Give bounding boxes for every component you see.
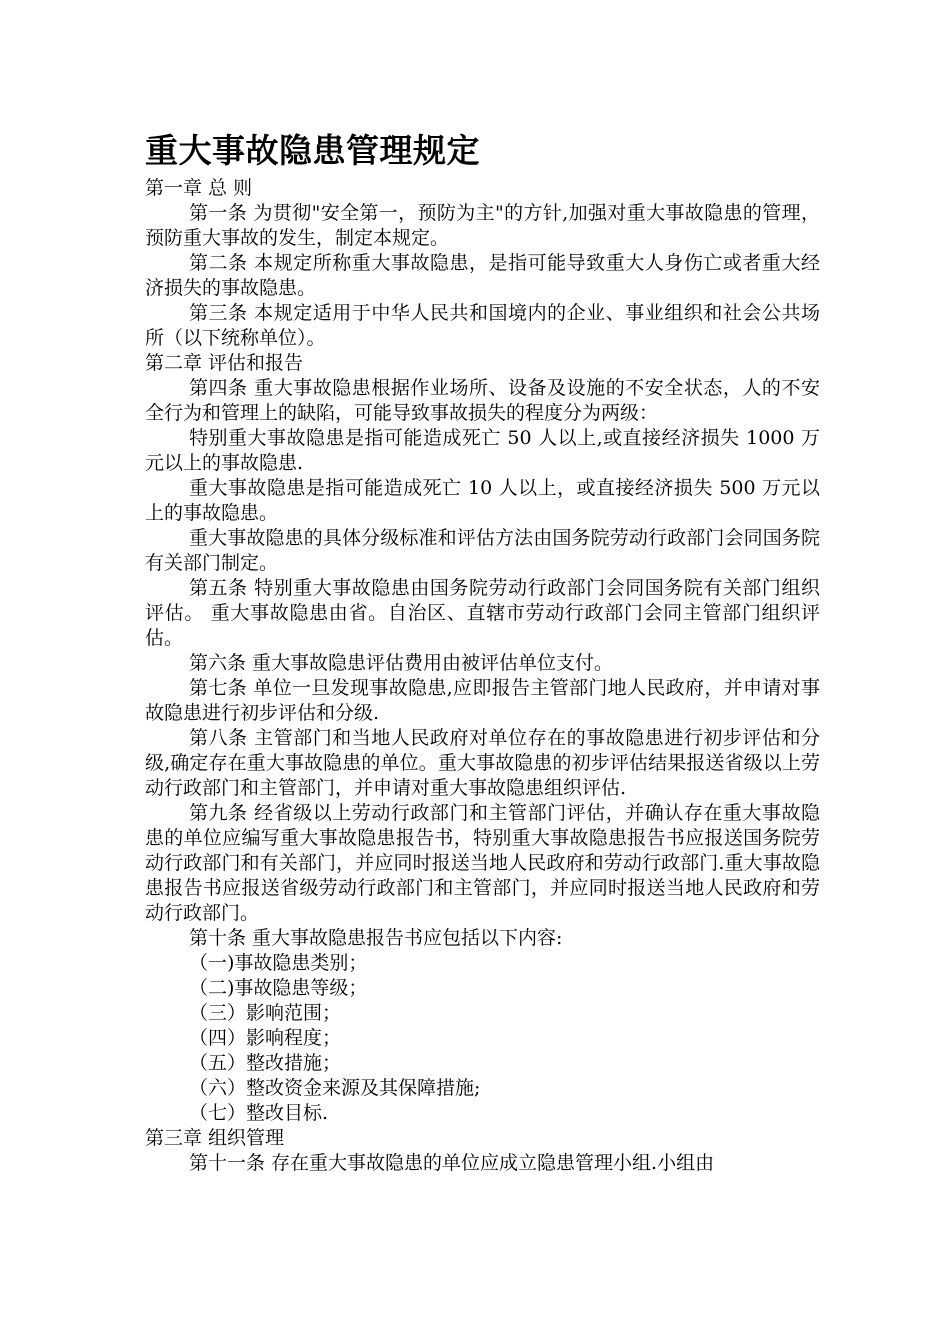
article-paragraph: 第三条 本规定适用于中华人民共和国境内的企业、事业组织和社会公共场所（以下统称单位）。 <box>145 302 820 349</box>
article-paragraph: 第六条 重大事故隐患评估费用由被评估单位支付。 <box>189 652 614 674</box>
list-item: （四）影响程度； <box>189 1027 342 1049</box>
list-item: （二)事故隐患等级； <box>189 977 368 999</box>
article-paragraph: 特别重大事故隐患是指可能造成死亡 50 人以上,或直接经济损失 1000 万元以上的事故隐患. <box>145 427 820 474</box>
article-paragraph: 第四条 重大事故隐患根据作业场所、设备及设施的不安全状态，人的不安全行为和管理上的缺陷，可能导致事故损失的程度分为两级： <box>145 377 820 424</box>
article-paragraph: 重大事故隐患是指可能造成死亡 10 人以上，或直接经济损失 500 万元以上的事故隐患。 <box>145 477 820 524</box>
article-paragraph: 重大事故隐患的具体分级标准和评估方法由国务院劳动行政部门会同国务院有关部门制定。 <box>145 527 820 574</box>
article-paragraph: 第七条 单位一旦发现事故隐患,应即报告主管部门地人民政府，并申请对事故隐患进行初步评估和分级. <box>145 677 820 724</box>
article-paragraph: 第一条 为贯彻"安全第一，预防为主"的方针,加强对重大事故隐患的管理，预防重大事故的发生，制定本规定。 <box>145 202 820 249</box>
article-paragraph: 第十一条 存在重大事故隐患的单位应成立隐患管理小组.小组由 <box>189 1152 715 1174</box>
document-title: 重大事故隐患管理规定 <box>145 131 480 170</box>
chapter-heading: 第二章 评估和报告 <box>145 352 304 374</box>
list-item: （五）整改措施； <box>189 1052 342 1074</box>
document-blocks <box>145 176 820 1176</box>
list-item: （一)事故隐患类别； <box>189 952 368 974</box>
chapter-heading: 第一章 总 则 <box>145 177 253 199</box>
article-paragraph: 第十条 重大事故隐患报告书应包括以下内容: <box>189 927 563 949</box>
article-paragraph: 第五条 特别重大事故隐患由国务院劳动行政部门会同国务院有关部门组织评估。 重大事故隐患由省。自治区、直辖市劳动行政部门会同主管部门组织评估。 <box>145 577 820 649</box>
chapter-heading: 第三章 组织管理 <box>145 1127 285 1149</box>
list-item: （六）整改资金来源及其保障措施; <box>189 1077 481 1099</box>
article-paragraph: 第二条 本规定所称重大事故隐患，是指可能导致重大人身伤亡或者重大经济损失的事故隐患。 <box>145 252 820 299</box>
document-body <box>145 128 820 1176</box>
list-item: （三）影响范围； <box>189 1002 342 1024</box>
article-paragraph: 第九条 经省级以上劳动行政部门和主管部门评估，并确认存在重大事故隐患的单位应编写重大事故隐患报告书，特别重大事故隐患报告书应报送国务院劳动行政部门和有关部门，并应同时报送当地人民政府和劳动行政部门.重大事故隐患报告书应报送省级劳动行政部门和主管部门，并应同时报送当地人民政府和劳动行政部门。 <box>145 802 820 924</box>
article-paragraph: 第八条 主管部门和当地人民政府对单位存在的事故隐患进行初步评估和分级,确定存在重大事故隐患的单位。重大事故隐患的初步评估结果报送省级以上劳动行政部门和主管部门，并申请对重大事故隐患组织评估. <box>145 727 820 799</box>
list-item: （七）整改目标. <box>189 1102 329 1124</box>
